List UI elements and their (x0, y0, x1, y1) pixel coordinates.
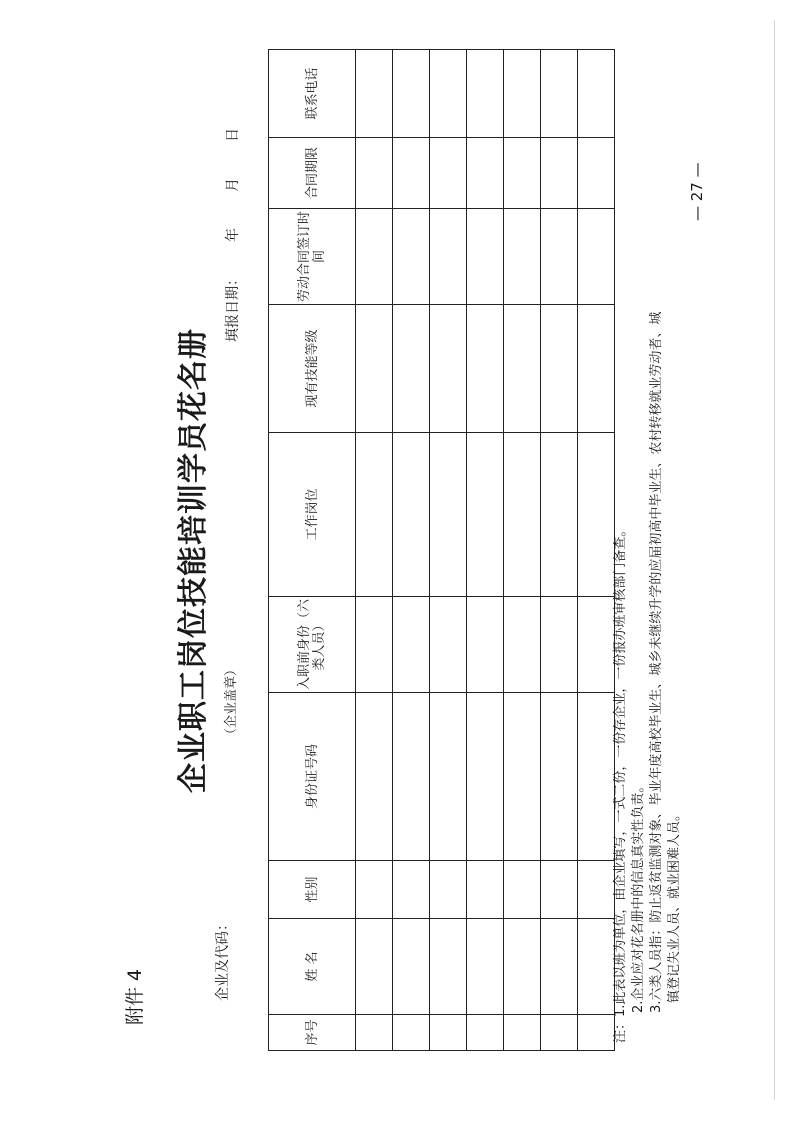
table-cell[interactable] (467, 861, 504, 919)
table-cell[interactable] (578, 138, 615, 209)
column-header-prior-identity: 入职前身份（六类人员） (269, 597, 356, 693)
table-cell[interactable] (356, 305, 393, 433)
column-header-name: 姓 名 (269, 919, 356, 1015)
column-header-contract-term: 合同期限 (269, 138, 356, 209)
table-cell[interactable] (467, 1015, 504, 1051)
table-cell[interactable] (541, 305, 578, 433)
table-header-row (269, 50, 356, 1051)
note-line: 注：1.此表以班为单位，由企业填写，一式二份，一份存企业，一份报办班审核部门备查。 (613, 523, 628, 1043)
table-cell[interactable] (356, 861, 393, 919)
table-cell[interactable] (430, 693, 467, 861)
table-cell[interactable] (541, 861, 578, 919)
table-cell[interactable] (430, 433, 467, 597)
table-cell[interactable] (430, 919, 467, 1015)
fill-date-day: 日 (225, 128, 241, 142)
table-cell[interactable] (430, 209, 467, 305)
table-cell[interactable] (356, 597, 393, 693)
table-row (430, 50, 467, 1051)
column-header-phone: 联系电话 (269, 50, 356, 138)
table-cell[interactable] (541, 919, 578, 1015)
table-cell[interactable] (504, 433, 541, 597)
table-cell[interactable] (504, 50, 541, 138)
table-cell[interactable] (541, 138, 578, 209)
table-cell[interactable] (467, 50, 504, 138)
table-cell[interactable] (430, 861, 467, 919)
table-cell[interactable] (430, 1015, 467, 1051)
table-cell[interactable] (393, 50, 430, 138)
column-header-post: 工作岗位 (269, 433, 356, 597)
table-cell[interactable] (541, 209, 578, 305)
table-cell[interactable] (467, 597, 504, 693)
notes-section (612, 312, 684, 1043)
table-cell[interactable] (578, 861, 615, 919)
column-header-id-number: 身份证号码 (269, 693, 356, 861)
note-line: 3.六类人员指：防止返贫监测对象、毕业年度高校毕业生、城乡未继续升学的应届初高中毕业生、农村转移就业劳动者、城 (649, 311, 664, 1013)
table-cell[interactable] (393, 138, 430, 209)
table-cell[interactable] (356, 209, 393, 305)
table-cell[interactable] (504, 138, 541, 209)
table-cell[interactable] (356, 693, 393, 861)
table-cell[interactable] (578, 433, 615, 597)
table-cell[interactable] (578, 50, 615, 138)
table-cell[interactable] (430, 50, 467, 138)
note-line: 2.企业应对花名册中的信息真实性负责。 (631, 779, 646, 1013)
table-cell[interactable] (578, 597, 615, 693)
table-cell[interactable] (393, 919, 430, 1015)
table-row (356, 50, 393, 1051)
table-cell[interactable] (393, 433, 430, 597)
roster-table (268, 49, 615, 1051)
note-line: 镇登记失业人员、就业困难人员。 (667, 807, 682, 1003)
table-cell[interactable] (504, 1015, 541, 1051)
table-row (467, 50, 504, 1051)
table-cell[interactable] (356, 50, 393, 138)
table-cell[interactable] (578, 1015, 615, 1051)
table-row (393, 50, 430, 1051)
column-header-gender: 性别 (269, 861, 356, 919)
table-cell[interactable] (578, 305, 615, 433)
table-cell[interactable] (504, 305, 541, 433)
table-cell[interactable] (393, 597, 430, 693)
fill-date-month: 月 (225, 178, 241, 192)
table-cell[interactable] (430, 305, 467, 433)
table-cell[interactable] (504, 919, 541, 1015)
page-number: — 27 — (688, 162, 706, 221)
page-title: 企业职工岗位技能培训学员花名册 (176, 328, 211, 793)
table-cell[interactable] (541, 1015, 578, 1051)
table-cell[interactable] (467, 305, 504, 433)
annex-label: 附件 4 (124, 968, 146, 1025)
table-cell[interactable] (504, 209, 541, 305)
table-cell[interactable] (467, 433, 504, 597)
company-seal-label: （企业盖章） (224, 662, 239, 741)
table-cell[interactable] (393, 209, 430, 305)
table-row (578, 50, 615, 1051)
table-cell[interactable] (430, 597, 467, 693)
table-cell[interactable] (578, 693, 615, 861)
table-cell[interactable] (504, 693, 541, 861)
table-cell[interactable] (467, 919, 504, 1015)
table-cell[interactable] (541, 433, 578, 597)
table-cell[interactable] (467, 693, 504, 861)
table-cell[interactable] (393, 305, 430, 433)
fill-date-label: 填报日期： (225, 272, 241, 342)
table-cell[interactable] (393, 693, 430, 861)
table-cell[interactable] (356, 919, 393, 1015)
table-cell[interactable] (393, 1015, 430, 1051)
column-header-contract-time: 劳动合同签订时间 (269, 209, 356, 305)
fill-date-year: 年 (225, 228, 241, 242)
table-cell[interactable] (467, 138, 504, 209)
table-cell[interactable] (578, 919, 615, 1015)
column-header-skill-level: 现有技能等级 (269, 305, 356, 433)
table-cell[interactable] (393, 861, 430, 919)
table-cell[interactable] (541, 50, 578, 138)
column-header-no: 序号 (269, 1015, 356, 1051)
table-cell[interactable] (356, 1015, 393, 1051)
table-cell[interactable] (356, 433, 393, 597)
table-cell[interactable] (541, 597, 578, 693)
company-code-label: 企业及代码： (215, 917, 231, 1001)
fill-date (222, 128, 242, 342)
table-cell[interactable] (504, 861, 541, 919)
table-cell[interactable] (467, 209, 504, 305)
table-cell[interactable] (356, 138, 393, 209)
table-cell[interactable] (430, 138, 467, 209)
table-cell[interactable] (541, 693, 578, 861)
table-cell[interactable] (578, 209, 615, 305)
table-row (504, 50, 541, 1051)
table-cell[interactable] (504, 597, 541, 693)
table-row (541, 50, 578, 1051)
